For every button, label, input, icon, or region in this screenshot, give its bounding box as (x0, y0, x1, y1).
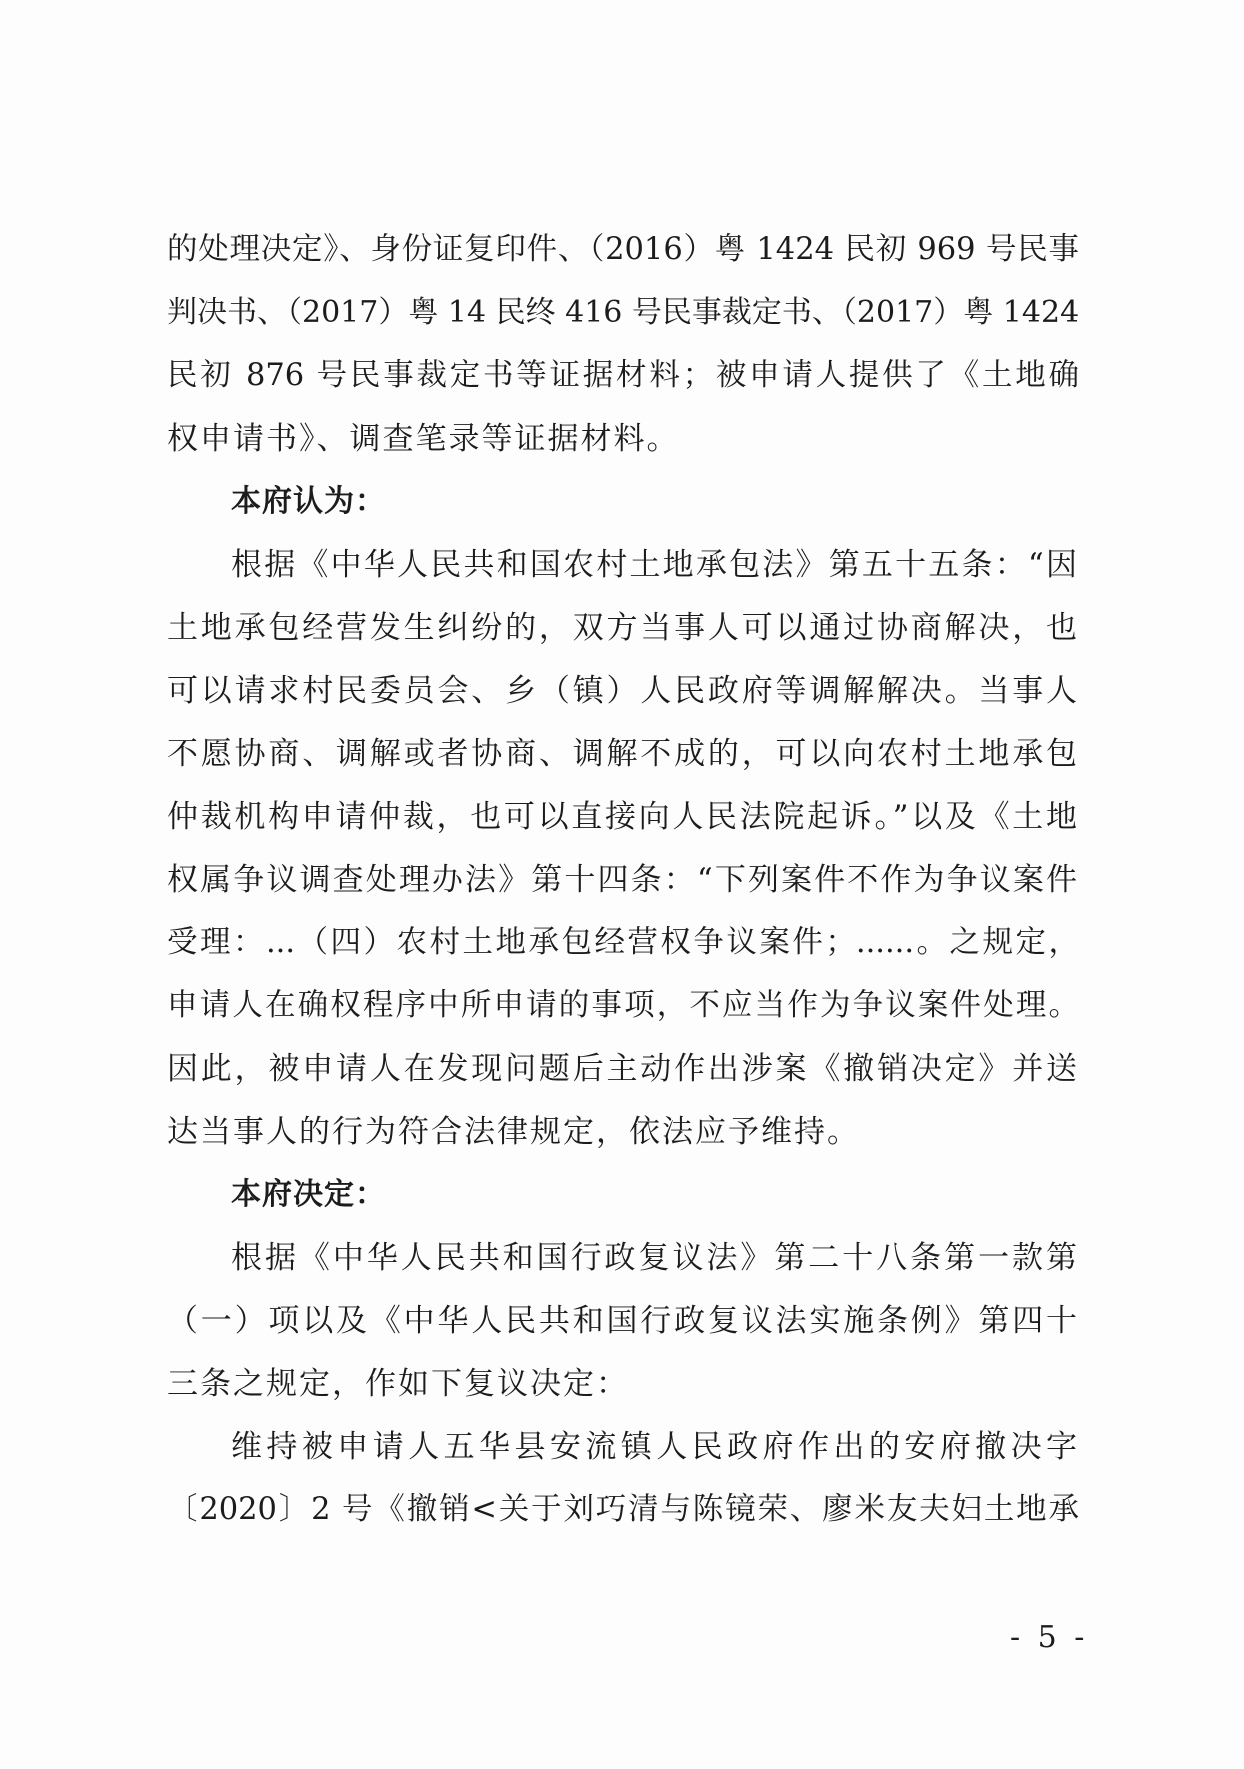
paragraph-2-line-2: 土地承包经营发生纠纷的，双方当事人可以通过协商解决，也 (167, 610, 1079, 646)
paragraph-2-line-5: 仲裁机构申请仲裁，也可以直接向人民法院起诉。”以及《土地 (167, 799, 1079, 835)
paragraph-3-line-1: 根据《中华人民共和国行政复议法》第二十八条第一款第 (231, 1240, 1079, 1276)
paragraph-3-line-3: 三条之规定，作如下复议决定： (167, 1366, 629, 1402)
paragraph-4-line-2: 〔2020〕2 号《撤销<关于刘巧清与陈镜荣、廖米友夫妇土地承 (167, 1492, 1079, 1527)
paragraph-3-line-2: （一）项以及《中华人民共和国行政复议法实施条例》第四十 (167, 1303, 1079, 1339)
paragraph-2-line-8: 申请人在确权程序中所申请的事项，不应当作为争议案件处理。 (167, 988, 1079, 1023)
section-heading-decision: 本府决定： (231, 1177, 386, 1212)
paragraph-4-line-1: 维持被申请人五华县安流镇人民政府作出的安府撤决字 (231, 1429, 1079, 1465)
paragraph-1-line-1: 的处理决定》、身份证复印件、（2016）粤 1424 民初 969 号民事 (167, 232, 1079, 267)
page-number: - 5 - (1010, 1620, 1089, 1655)
paragraph-2-line-1: 根据《中华人民共和国农村土地承包法》第五十五条：“因 (231, 547, 1079, 583)
paragraph-1-line-2: 判决书、（2017）粤 14 民终 416 号民事裁定书、（2017）粤 1424 (167, 295, 1080, 330)
paragraph-1-line-4: 权申请书》、调查笔录等证据材料。 (167, 421, 680, 457)
paragraph-2-line-9: 因此，被申请人在发现问题后主动作出涉案《撤销决定》并送 (167, 1051, 1079, 1087)
section-heading-opinion: 本府认为： (231, 484, 386, 519)
paragraph-2-line-10: 达当事人的行为符合法律规定，依法应予维持。 (167, 1114, 860, 1150)
paragraph-2-line-6: 权属争议调查处理办法》第十四条：“下列案件不作为争议案件 (167, 862, 1079, 898)
paragraph-2-line-3: 可以请求村民委员会、乡（镇）人民政府等调解解决。当事人 (167, 673, 1079, 709)
paragraph-2-line-7: 受理：...（四）农村土地承包经营权争议案件；......。之规定， (167, 925, 1079, 960)
paragraph-2-line-4: 不愿协商、调解或者协商、调解不成的，可以向农村土地承包 (167, 736, 1079, 772)
paragraph-1-line-3: 民初 876 号民事裁定书等证据材料；被申请人提供了《土地确 (167, 358, 1079, 393)
